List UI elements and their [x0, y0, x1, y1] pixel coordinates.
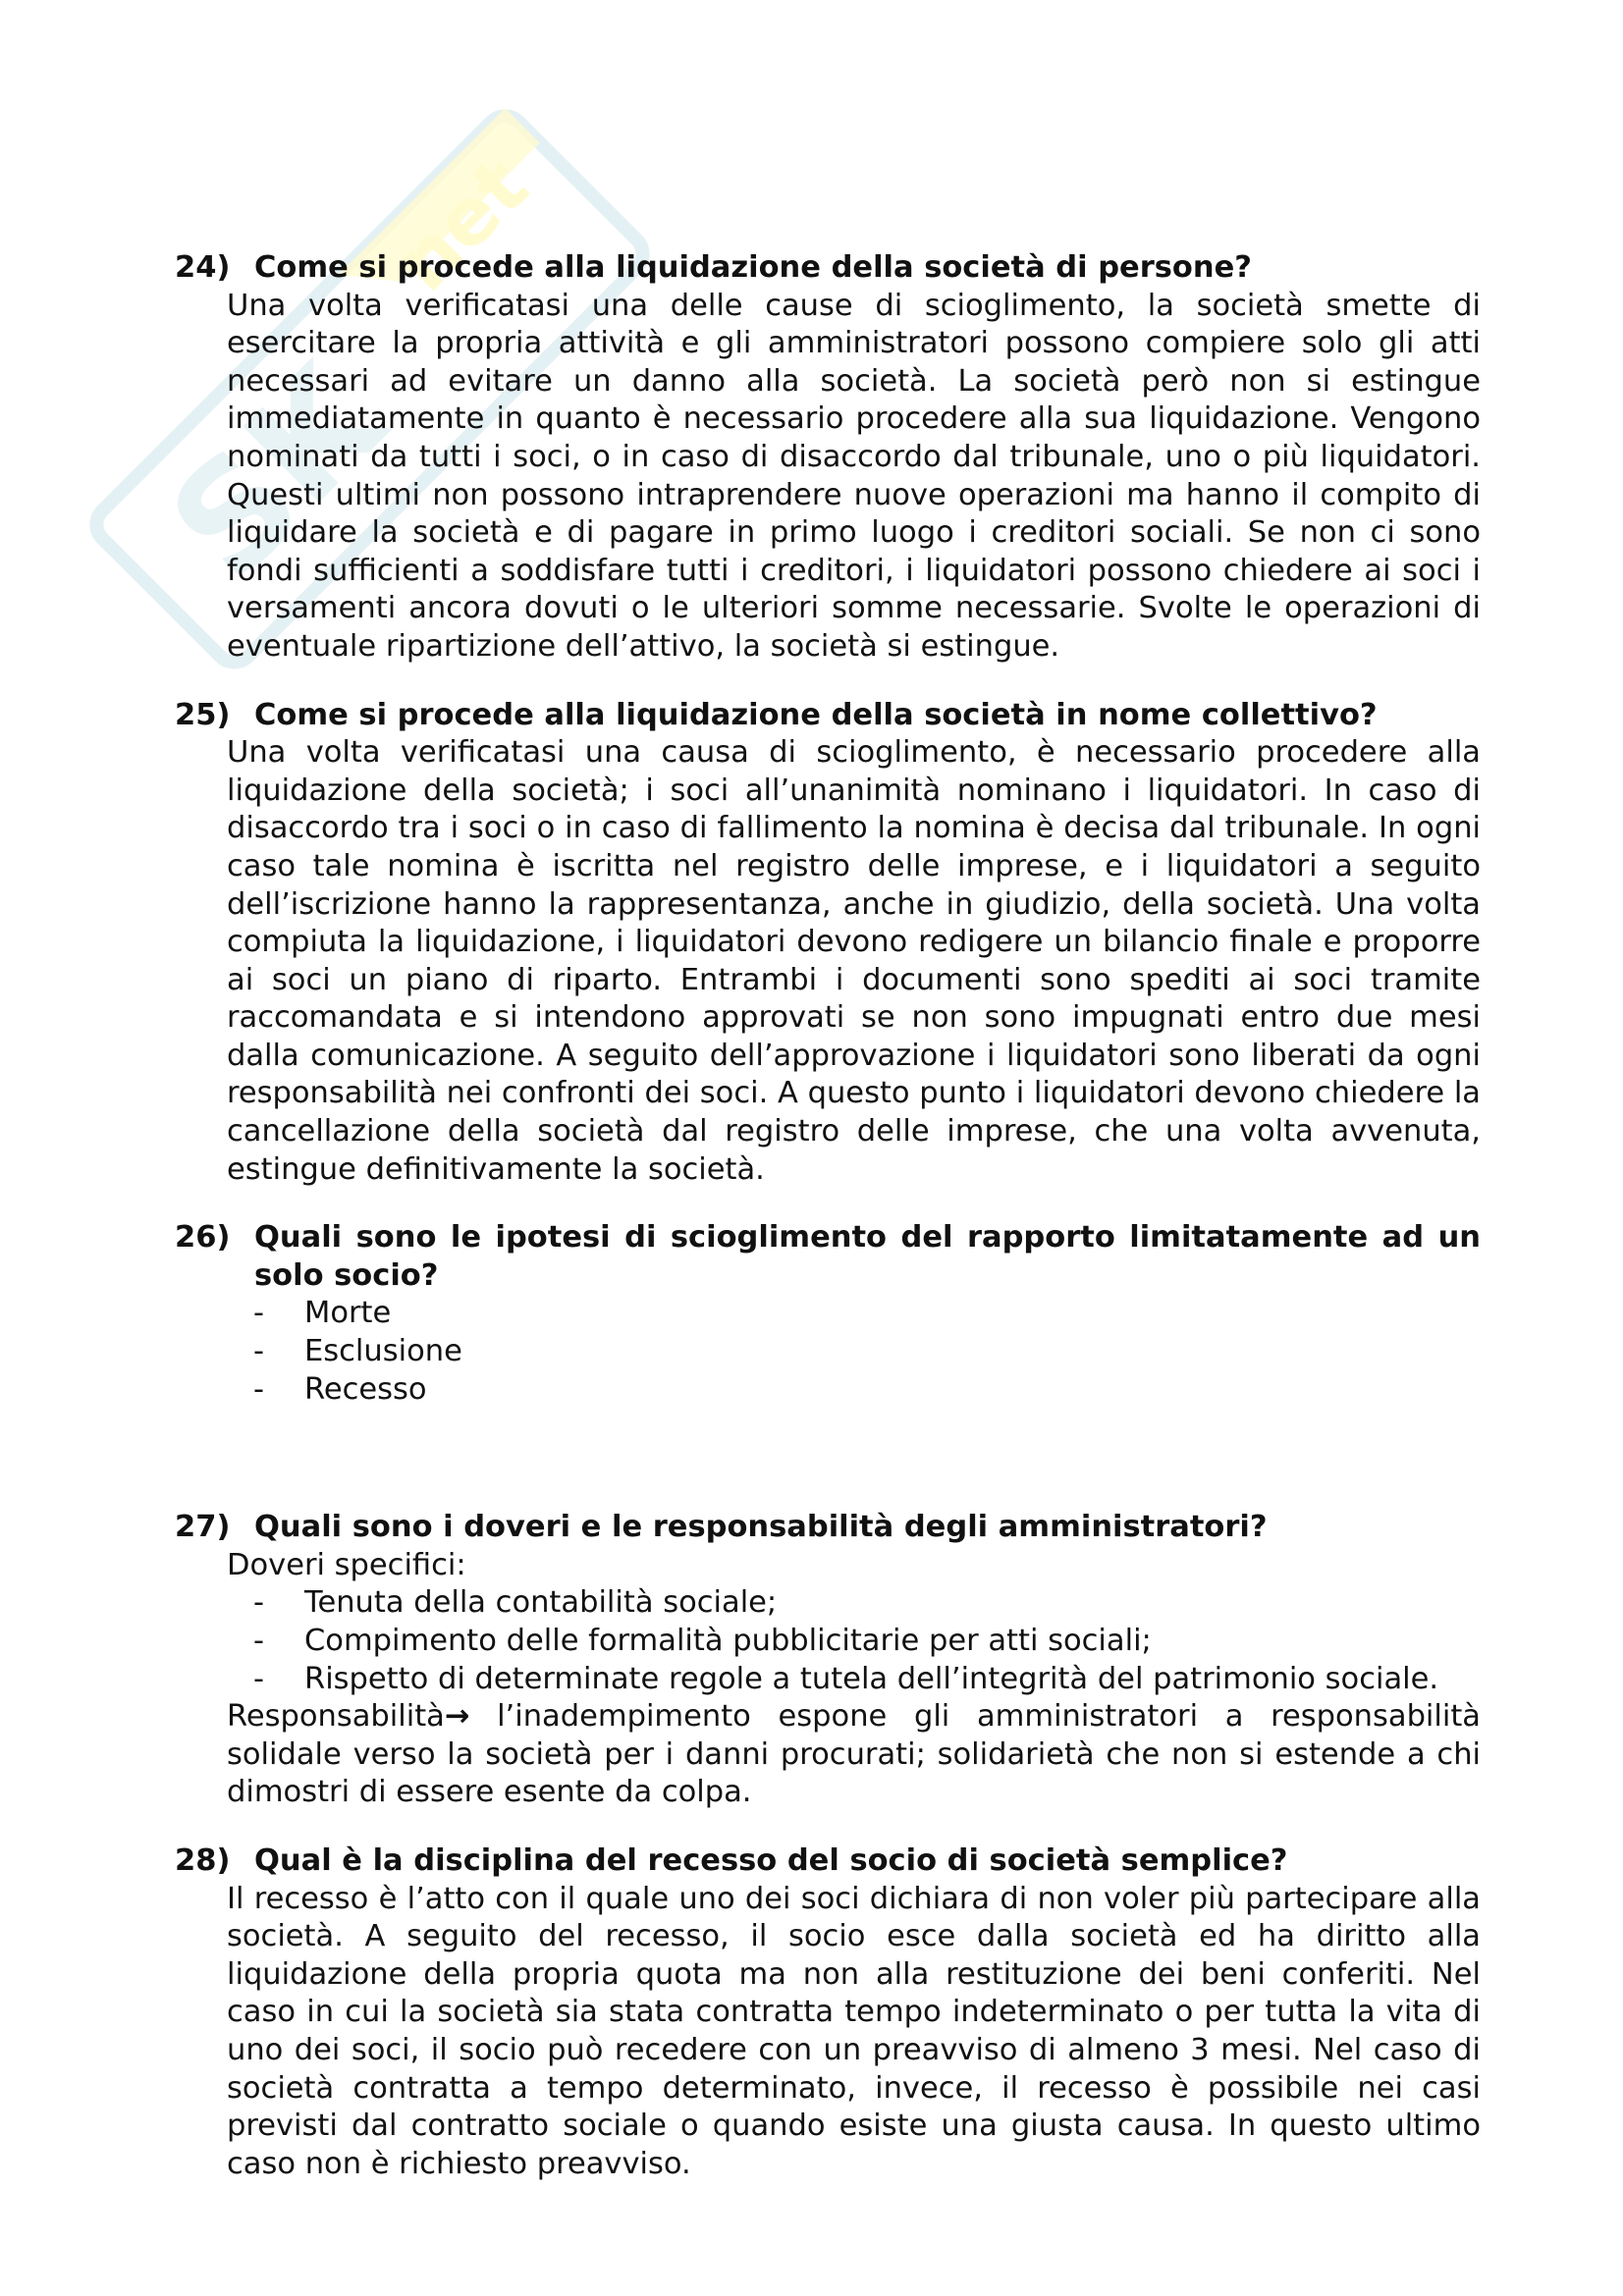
question-heading [175, 1509, 1481, 1547]
question-number: 28) [175, 1842, 231, 1878]
document-page [175, 249, 1481, 2183]
list-item: - Compimento delle formalità pubblicitarie per atti sociali; [253, 1624, 1152, 1658]
responsibility-text: l’inadempimento espone gli amministratori a responsabilità solidale verso la società per i danni procurati; solidarietà che non si estende a chi dimostri di essere esente da colpa. [227, 1699, 1481, 1810]
list-item: - Recesso [253, 1371, 427, 1407]
list-item: - Morte [253, 1296, 392, 1331]
answer-body [227, 1295, 1481, 1409]
svg-text:SK: SK [137, 335, 415, 613]
answer-body [227, 1547, 1481, 1812]
question-28 [175, 1842, 1481, 2183]
list-item: - Esclusione [253, 1334, 462, 1369]
question-title: Come si procede alla liquidazione della società in nome collettivo? [254, 697, 1378, 732]
question-24 [175, 249, 1481, 667]
list-item: - Tenuta della contabilità sociale; [253, 1585, 778, 1621]
question-heading [175, 1219, 1481, 1295]
answer-body [227, 734, 1481, 1189]
question-title: Quali sono le ipotesi di scioglimento del rapporto limitatamente ad un solo socio? [254, 1220, 1481, 1293]
question-25 [175, 697, 1481, 1190]
bullet-list [227, 1295, 1481, 1409]
question-title: Come si procede alla liquidazione della società di persone? [254, 250, 1252, 285]
answer-paragraph: Una volta verificatasi una delle cause di scioglimento, la società smette di esercitare la propria attività e gli amministratori possono compiere solo gli atti necessari ad evitare un danno alla società. La società però non si estingue immediatamente in quanto è necessario procedere alla sua liquidazione. Vengono nominati da tutti i soci, o in caso di disaccordo dal tribunale, uno o più liquidatori. Questi ultimi non possono intraprendere nuove operazioni ma hanno il compito di liquidare la società e di pagare in primo luogo i creditori sociali. Se non ci sono fondi sufficienti a soddisfare tutti i creditori, i liquidatori possono chiedere ai soci i versamenti ancora dovuti o le ulteriori somme necessarie. Svolte le operazioni di eventuale ripartizione dell’attivo, la società si estingue. [227, 288, 1481, 664]
question-number: 27) [175, 1510, 231, 1545]
svg-text:net: net [377, 139, 546, 309]
question-number: 25) [175, 697, 231, 732]
question-27 [175, 1509, 1481, 1812]
list-item: - Rispetto di determinate regole a tutela dell’integrità del patrimonio sociale. [253, 1661, 1439, 1696]
question-heading [175, 249, 1481, 288]
question-heading [175, 697, 1481, 735]
answer-intro: Doveri specifici: [227, 1547, 466, 1582]
answer-paragraph: Una volta verificatasi una causa di scioglimento, è necessario procedere alla liquidazione della società; i soci all’unanimità nominano i liquidatori. In caso di disaccordo tra i soci o in caso di fallimento la nomina è decisa dal tribunale. In ogni caso tale nomina è iscritta nel registro delle imprese, e i liquidatori a seguito dell’iscrizione hanno la rappresentanza, anche in giudizio, della società. Una volta compiuta la liquidazione, i liquidatori devono redigere un bilancio finale e proporre ai soci un piano di riparto. Entrambi i documenti sono spediti ai soci tramite raccomandata e si intendono approvati se non sono impugnati entro due mesi dalla comunicazione. A seguito dell’approvazione i liquidatori sono liberati da ogni responsabilità nei confronti dei soci. A questo punto i liquidatori devono chiedere la cancellazione della società dal registro delle imprese, che una volta avvenuta, estingue definitivamente la società. [227, 735, 1481, 1187]
responsibility-label: Responsabilità [227, 1699, 445, 1735]
question-number: 26) [175, 1220, 231, 1255]
bullet-list [227, 1584, 1481, 1698]
answer-body [227, 288, 1481, 667]
arrow-icon: → [444, 1699, 470, 1735]
answer-body [227, 1881, 1481, 2184]
question-title: Quali sono i doveri e le responsabilità degli amministratori? [254, 1510, 1268, 1545]
responsibility-paragraph [227, 1698, 1481, 1812]
question-heading [175, 1842, 1481, 1881]
question-title: Qual è la disciplina del recesso del socio di società semplice? [254, 1842, 1288, 1878]
question-number: 24) [175, 250, 231, 285]
question-26 [175, 1219, 1481, 1409]
answer-paragraph: Il recesso è l’atto con il quale uno dei soci dichiara di non voler più partecipare alla società. A seguito del recesso, il socio esce dalla società ed ha diritto alla liquidazione della propria quota ma non alla restituzione dei beni conferiti. Nel caso in cui la società sia stata contratta tempo indeterminato o per tutta la vita di uno dei soci, il socio può recedere con un preavviso di almeno 3 mesi. Nel caso di società contratta a tempo determinato, invece, il recesso è possibile nei casi previsti dal contratto sociale o quando esiste una giusta causa. In questo ultimo caso non è richiesto preavviso. [227, 1881, 1481, 2181]
